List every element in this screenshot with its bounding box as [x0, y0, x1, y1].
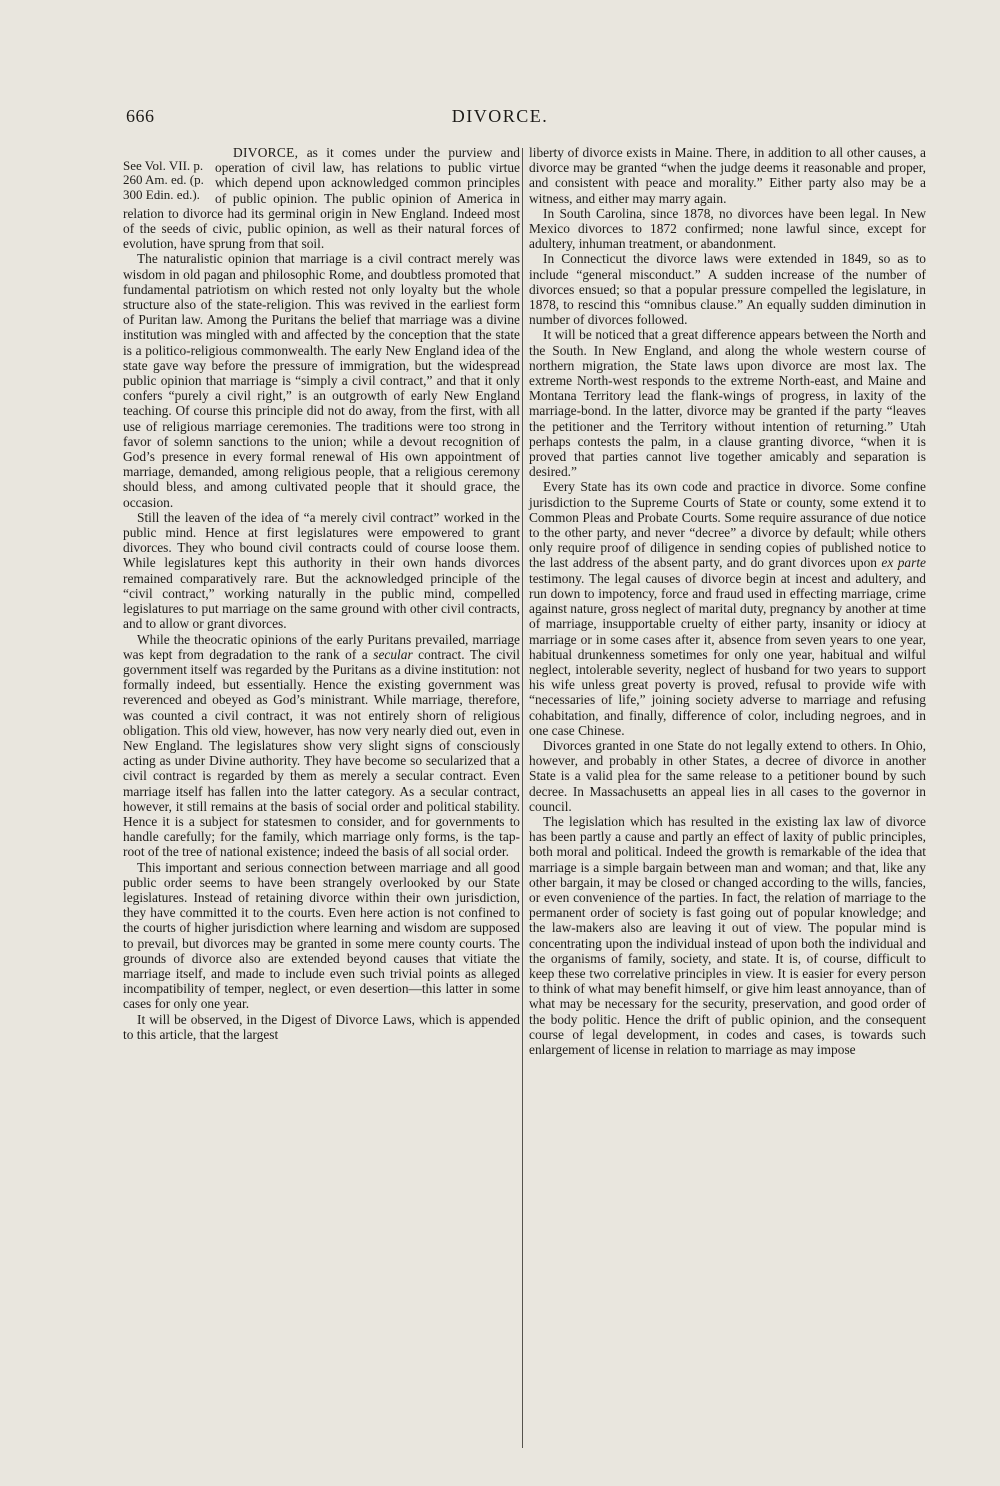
left-column: [123, 145, 520, 1042]
paragraph: Divorces granted in one State do not legally extend to others. In Ohio, however, and probably in other States, a decree of divorce in another State is a valid plea for the same release to a petitioner bound by such decree. In Massachusetts an appeal lies in all cases to the governor in council.: [529, 737, 926, 814]
right-column: [529, 145, 926, 1057]
paragraph: liberty of divorce exists in Maine. There, in addition to all other causes, a divorce may be granted “when the judge deems it reasonable and proper, and consistent with peace and morality.” Either party also may be a witness, and either may marry again.: [529, 145, 926, 206]
paragraph-text: as it comes under the purview and operation of civil law, has relations to public virtue which depend upon acknowledged common principles of public opinion. The public opinion of America in relation to divorce had its germinal origin in New England. Indeed most of the seeds of civic, public opinion, as well as their natural forces of evolution, have sprung from that soil.: [123, 145, 520, 252]
paragraph-text: contract. The civil government itself was regarded by the Puritans as a divine institution: not formally indeed, but essentially. Hence the existing government was reverenced and obeyed as God’s ministrant. While marriage, therefore, was counted a civil contract, it was not entirely shorn of religious obligation. This old view, however, has now very nearly died out, even in New England. The legislatures show very slight signs of consciously acting as under Divine authority. They have become so secularized that a civil contract is regarded by them as merely a secular contract. Even marriage itself has fallen into the latter category. As a secular contract, however, it still remains at the basis of social order and political stability. Hence it is a subject for statesmen to consider, and for governments to handle carefully; for the family, which marriage only forms, is the tap-root of the tree of national existence; indeed the basis of all social order.: [123, 646, 520, 860]
paragraph-text: Every State has its own code and practice in divorce. Some confine jurisdiction to the Supreme Courts of State or county, some extend it to Common Pleas and Probate Courts. Some require assurance of due notice to the other party, and never “decree” a divorce by default; while others only require proof of diligence in sending copies of published notice to the last address of the absent party, and do grant divorces upon: [529, 479, 926, 571]
paragraph: In South Carolina, since 1878, no divorces have been legal. In New Mexico divorces to 1872 confirmed; none lawful since, except for adultery, inhuman treatment, or abandonment.: [529, 205, 926, 252]
paragraph: It will be observed, in the Digest of Divorce Laws, which is appended to this article, that the largest: [123, 1011, 520, 1042]
paragraph: In Connecticut the divorce laws were extended in 1849, so as to include “general misconduct.” A sudden increase of the number of divorces ensued; so that a popular pressure compelled the legislature, in 1878, to rescind this “omnibus clause.” An equally sudden diminution in number of divorces followed.: [529, 251, 926, 328]
paragraph: The naturalistic opinion that marriage is a civil contract merely was wisdom in old pagan and philosophic Rome, and doubtless promoted that fundamental patriotism on which rested not only loyalty but the whole structure also of the state-religion. This was revived in the earliest form of Puritan law. Among the Puritans the belief that marriage was a divine institution was mingled with and affected by the conception that the state is a politico-religious commonwealth. The early New England idea of the state gave way before the pressure of immigration, but the widespread public opinion that marriage is “simply a civil contract,” and that it only confers “purely a civil right,” is an outgrowth of early New England teaching. Of course this principle did not do away, from the first, with all use of religious marriage ceremonies. The traditions were too strong in favor of solemn sanctions to the union; while a devout recognition of God’s presence in every formal renewal of His own appointment of marriage, demanded, among religious people, that a religious ceremony should bless, and among cultivated people that it should grace, the occasion.: [123, 251, 520, 510]
marginal-note: See Vol. VII. p. 260 Am. ed. (p. 300 Edin. ed.).: [123, 158, 204, 202]
paragraph: Still the leaven of the idea of “a merely civil contract” worked in the public mind. Hence at first legislatures were empowered to grant divorces. They who bound civil contracts could of course loose them. While legislatures kept this authority in their own hands divorces remained comparatively rare. But the acknowledged principle of the “civil contract,” working naturally in the public mind, compelled legislatures to put marriage on the same ground with other civil contracts, and to allow or grant divorces.: [123, 509, 520, 632]
page-number: 666: [126, 106, 155, 126]
italic-term: ex parte: [881, 555, 926, 571]
column-divider: [522, 148, 523, 1448]
running-head: DIVORCE.: [451, 106, 549, 126]
italic-term: secular: [373, 646, 413, 662]
paragraph: This important and serious connection between marriage and all good public order seems to have been strangely overlooked by our State legislatures. Instead of retaining divorce within their own jurisdiction, they have committed it to the courts. Even here action is not confined to the courts of higher jurisdiction where learning and wisdom are supposed to prevail, but divorces may be granted in some mere county courts. The grounds of divorce also are extended beyond causes that vitiate the marriage itself, and made to include even such trivial points as alleged incompatibility of temper, neglect, or even desertion—this latter in some cases for only one year.: [123, 859, 520, 1012]
paragraph: The legislation which has resulted in the existing lax law of divorce has been partly a cause and partly an effect of laxity of public principles, both moral and political. Indeed the growth is remarkable of the idea that marriage is a simple bargain between man and woman; and that, like any other bargain, it may be closed or changed according to the wills, fancies, or even convenience of the parties. In fact, the relation of marriage to the permanent order of society is fast going out of popular knowledge; and the law-makers also are leaving it out of view. The popular mind is concentrating upon the individual instead of upon both the individual and the organisms of family, society, and state. It is, of course, difficult to keep these two correlative principles in view. It is easier for every person to think of what may benefit himself, or give him least annoyance, than of what may be necessary for the security, preservation, and good order of the body politic. Hence the drift of public opinion, and the consequent course of legal development, in codes and cases, is towards such enlargement of license in relation to marriage as may impose: [529, 813, 926, 1057]
paragraph-text: While the theocratic opinions of the early Puritans prevailed, marriage was kept from degradation to the rank of a: [123, 631, 520, 662]
entry-headword: DIVORCE,: [233, 145, 299, 160]
paragraph: [123, 632, 520, 860]
paragraph: It will be noticed that a great difference appears between the North and the South. In New England, and along the whole western course of northern migration, the State laws upon divorce are most lax. The extreme North-west responds to the extreme North-east, and Maine and Montana Territory lead the flank-wings of progress, in laxity of the marriage-bond. In the latter, divorce may be granted if the party “leaves the petitioner and the Territory without intention of returning.” Utah perhaps contests the palm, in a clause granting divorce, “when it is proved that parties cannot live together amicably and separation is desired.”: [529, 327, 926, 480]
paragraph-text: testimony. The legal causes of divorce begin at incest and adultery, and run down to impotency, force and fraud used in effecting marriage, crime against nature, gross neglect of marital duty, pregnancy by another at time of marriage, insupportable cruelty of either party, insanity or idiocy at marriage or in some cases after it, absence from seven years to one year, habitual drunkenness sometimes for only one year, habitual and wilful neglect, intolerable severity, neglect of husband for two years to support his wife unless great poverty is proved, refusal to provide wife with “necessaries of life,” joining society adverse to marriage and refusing cohabitation, and finally, difference of color, including negroes, and in one case Chinese.: [529, 570, 926, 738]
paragraph: [529, 479, 926, 737]
paragraph: [123, 145, 520, 251]
